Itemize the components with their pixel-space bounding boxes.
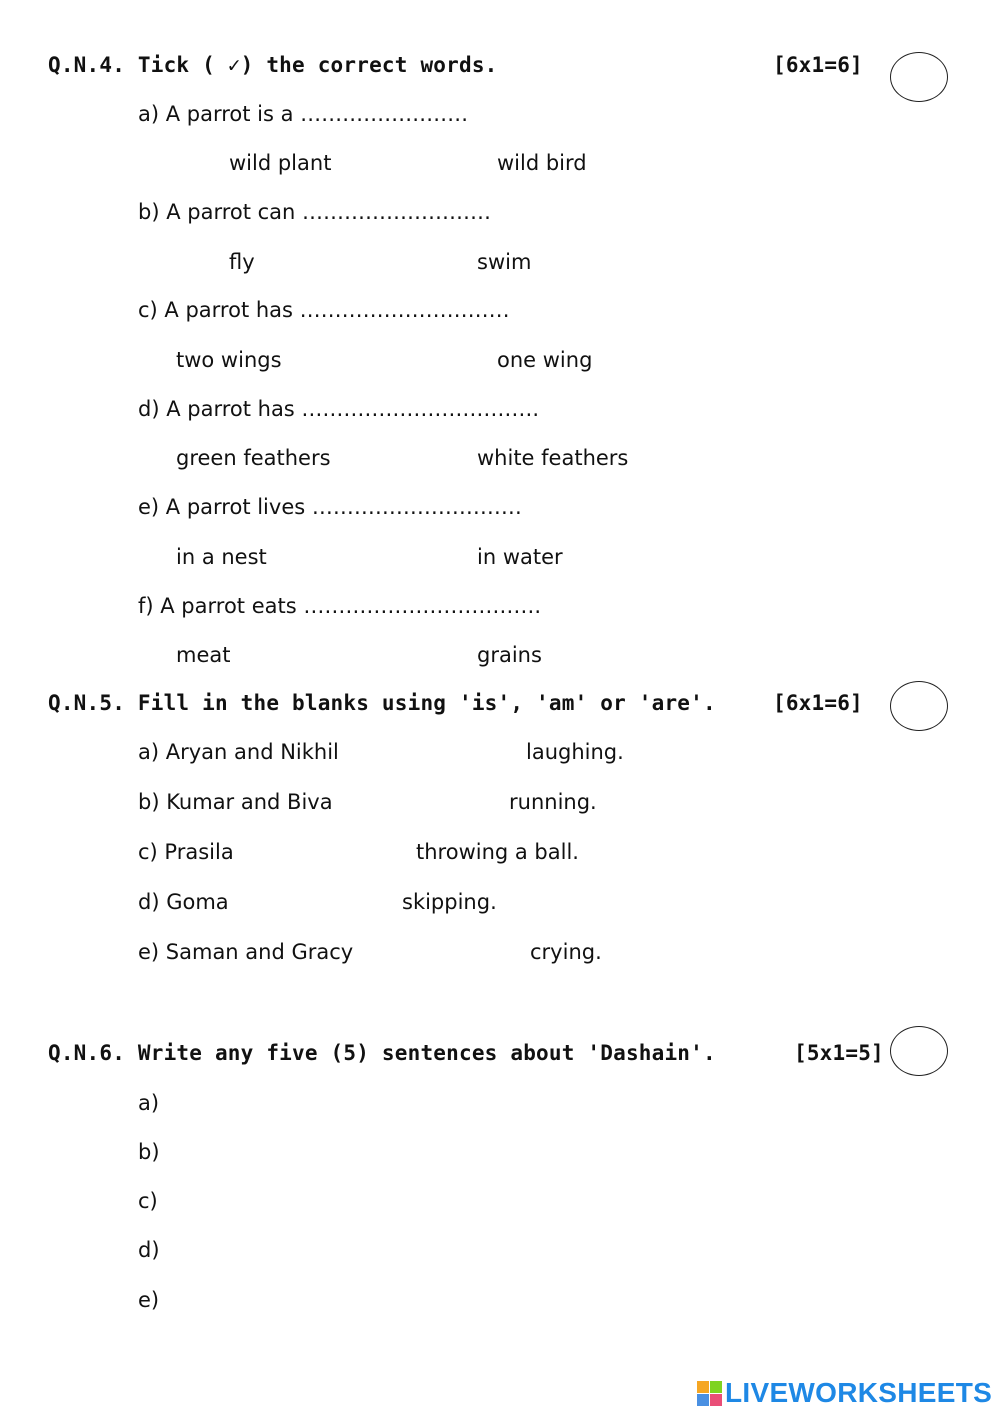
q6-answer-a[interactable] bbox=[172, 1087, 852, 1119]
q5-item-c-rest: throwing a ball. bbox=[416, 840, 579, 864]
q5-item-d-blank[interactable] bbox=[232, 887, 396, 919]
q6-marks: [5x1=5] bbox=[794, 1041, 884, 1065]
q5-item-c-blank[interactable] bbox=[246, 837, 410, 869]
q4-item-e-option-1[interactable]: in a nest bbox=[176, 545, 267, 569]
q4-item-a-option-1[interactable]: wild plant bbox=[229, 151, 332, 175]
q5-item-b-subject: b) Kumar and Biva bbox=[138, 790, 333, 814]
q4-item-b-option-1[interactable]: fly bbox=[229, 250, 255, 274]
q5-item-e-subject: e) Saman and Gracy bbox=[138, 940, 354, 964]
q5-item-b-blank[interactable] bbox=[340, 787, 503, 819]
brand-name[interactable]: LIVEWORKSHEETS bbox=[725, 1377, 993, 1408]
q4-marks: [6x1=6] bbox=[773, 53, 863, 77]
q5-item-c-subject: c) Prasila bbox=[138, 840, 234, 864]
q4-item-b-option-2[interactable]: swim bbox=[477, 250, 532, 274]
q6-answer-b[interactable] bbox=[172, 1136, 852, 1168]
q4-item-d-stem: d) A parrot has ……………………………. bbox=[138, 397, 540, 421]
q4-item-e-option-2[interactable]: in water bbox=[477, 545, 563, 569]
q4-item-b-stem: b) A parrot can ……………………… bbox=[138, 200, 492, 224]
q4-title: Q.N.4. Tick ( ✓) the correct words. bbox=[48, 53, 498, 77]
q4-item-f-option-2[interactable]: grains bbox=[477, 643, 542, 667]
logo-tile bbox=[697, 1381, 709, 1393]
q4-item-a-stem: a) A parrot is a …………………… bbox=[138, 102, 469, 126]
q5-item-a-blank[interactable] bbox=[355, 737, 520, 769]
q6-answer-d[interactable] bbox=[172, 1234, 852, 1266]
q6-title: Q.N.6. Write any five (5) sentences about 'Dashain'. bbox=[48, 1041, 716, 1065]
q5-score-circle[interactable] bbox=[890, 681, 948, 731]
q5-item-b-rest: running. bbox=[509, 790, 597, 814]
q6-label-b: b) bbox=[138, 1140, 160, 1164]
liveworksheets-footer bbox=[697, 1376, 992, 1410]
q4-item-c-option-2[interactable]: one wing bbox=[497, 348, 593, 372]
q6-answer-c[interactable] bbox=[172, 1185, 852, 1217]
q5-marks: [6x1=6] bbox=[773, 691, 863, 715]
q4-item-f-option-1[interactable]: meat bbox=[176, 643, 231, 667]
q4-item-f-stem: f) A parrot eats ……………………………. bbox=[138, 594, 542, 618]
liveworksheets-logo-icon bbox=[697, 1381, 722, 1406]
q6-label-a: a) bbox=[138, 1091, 160, 1115]
q6-answer-e[interactable] bbox=[172, 1284, 852, 1316]
q4-item-c-option-1[interactable]: two wings bbox=[176, 348, 282, 372]
logo-tile bbox=[710, 1394, 722, 1406]
q6-label-c: c) bbox=[138, 1189, 158, 1213]
q5-item-e-rest: crying. bbox=[530, 940, 602, 964]
q5-item-d-rest: skipping. bbox=[402, 890, 497, 914]
q4-item-e-stem: e) A parrot lives ………………………… bbox=[138, 495, 522, 519]
q4-score-circle[interactable] bbox=[890, 52, 948, 102]
q4-item-d-option-2[interactable]: white feathers bbox=[477, 446, 629, 470]
q6-score-circle[interactable] bbox=[890, 1026, 948, 1076]
q5-item-a-subject: a) Aryan and Nikhil bbox=[138, 740, 339, 764]
logo-tile bbox=[710, 1381, 722, 1393]
q5-item-d-subject: d) Goma bbox=[138, 890, 229, 914]
q5-title: Q.N.5. Fill in the blanks using 'is', 'am' or 'are'. bbox=[48, 691, 716, 715]
q4-item-d-option-1[interactable]: green feathers bbox=[176, 446, 331, 470]
q4-item-c-stem: c) A parrot has ………………………… bbox=[138, 298, 510, 322]
q5-item-a-rest: laughing. bbox=[526, 740, 624, 764]
q6-label-e: e) bbox=[138, 1288, 160, 1312]
q5-item-e-blank[interactable] bbox=[360, 937, 524, 969]
q6-label-d: d) bbox=[138, 1238, 160, 1262]
logo-tile bbox=[697, 1394, 709, 1406]
q4-item-a-option-2[interactable]: wild bird bbox=[497, 151, 587, 175]
